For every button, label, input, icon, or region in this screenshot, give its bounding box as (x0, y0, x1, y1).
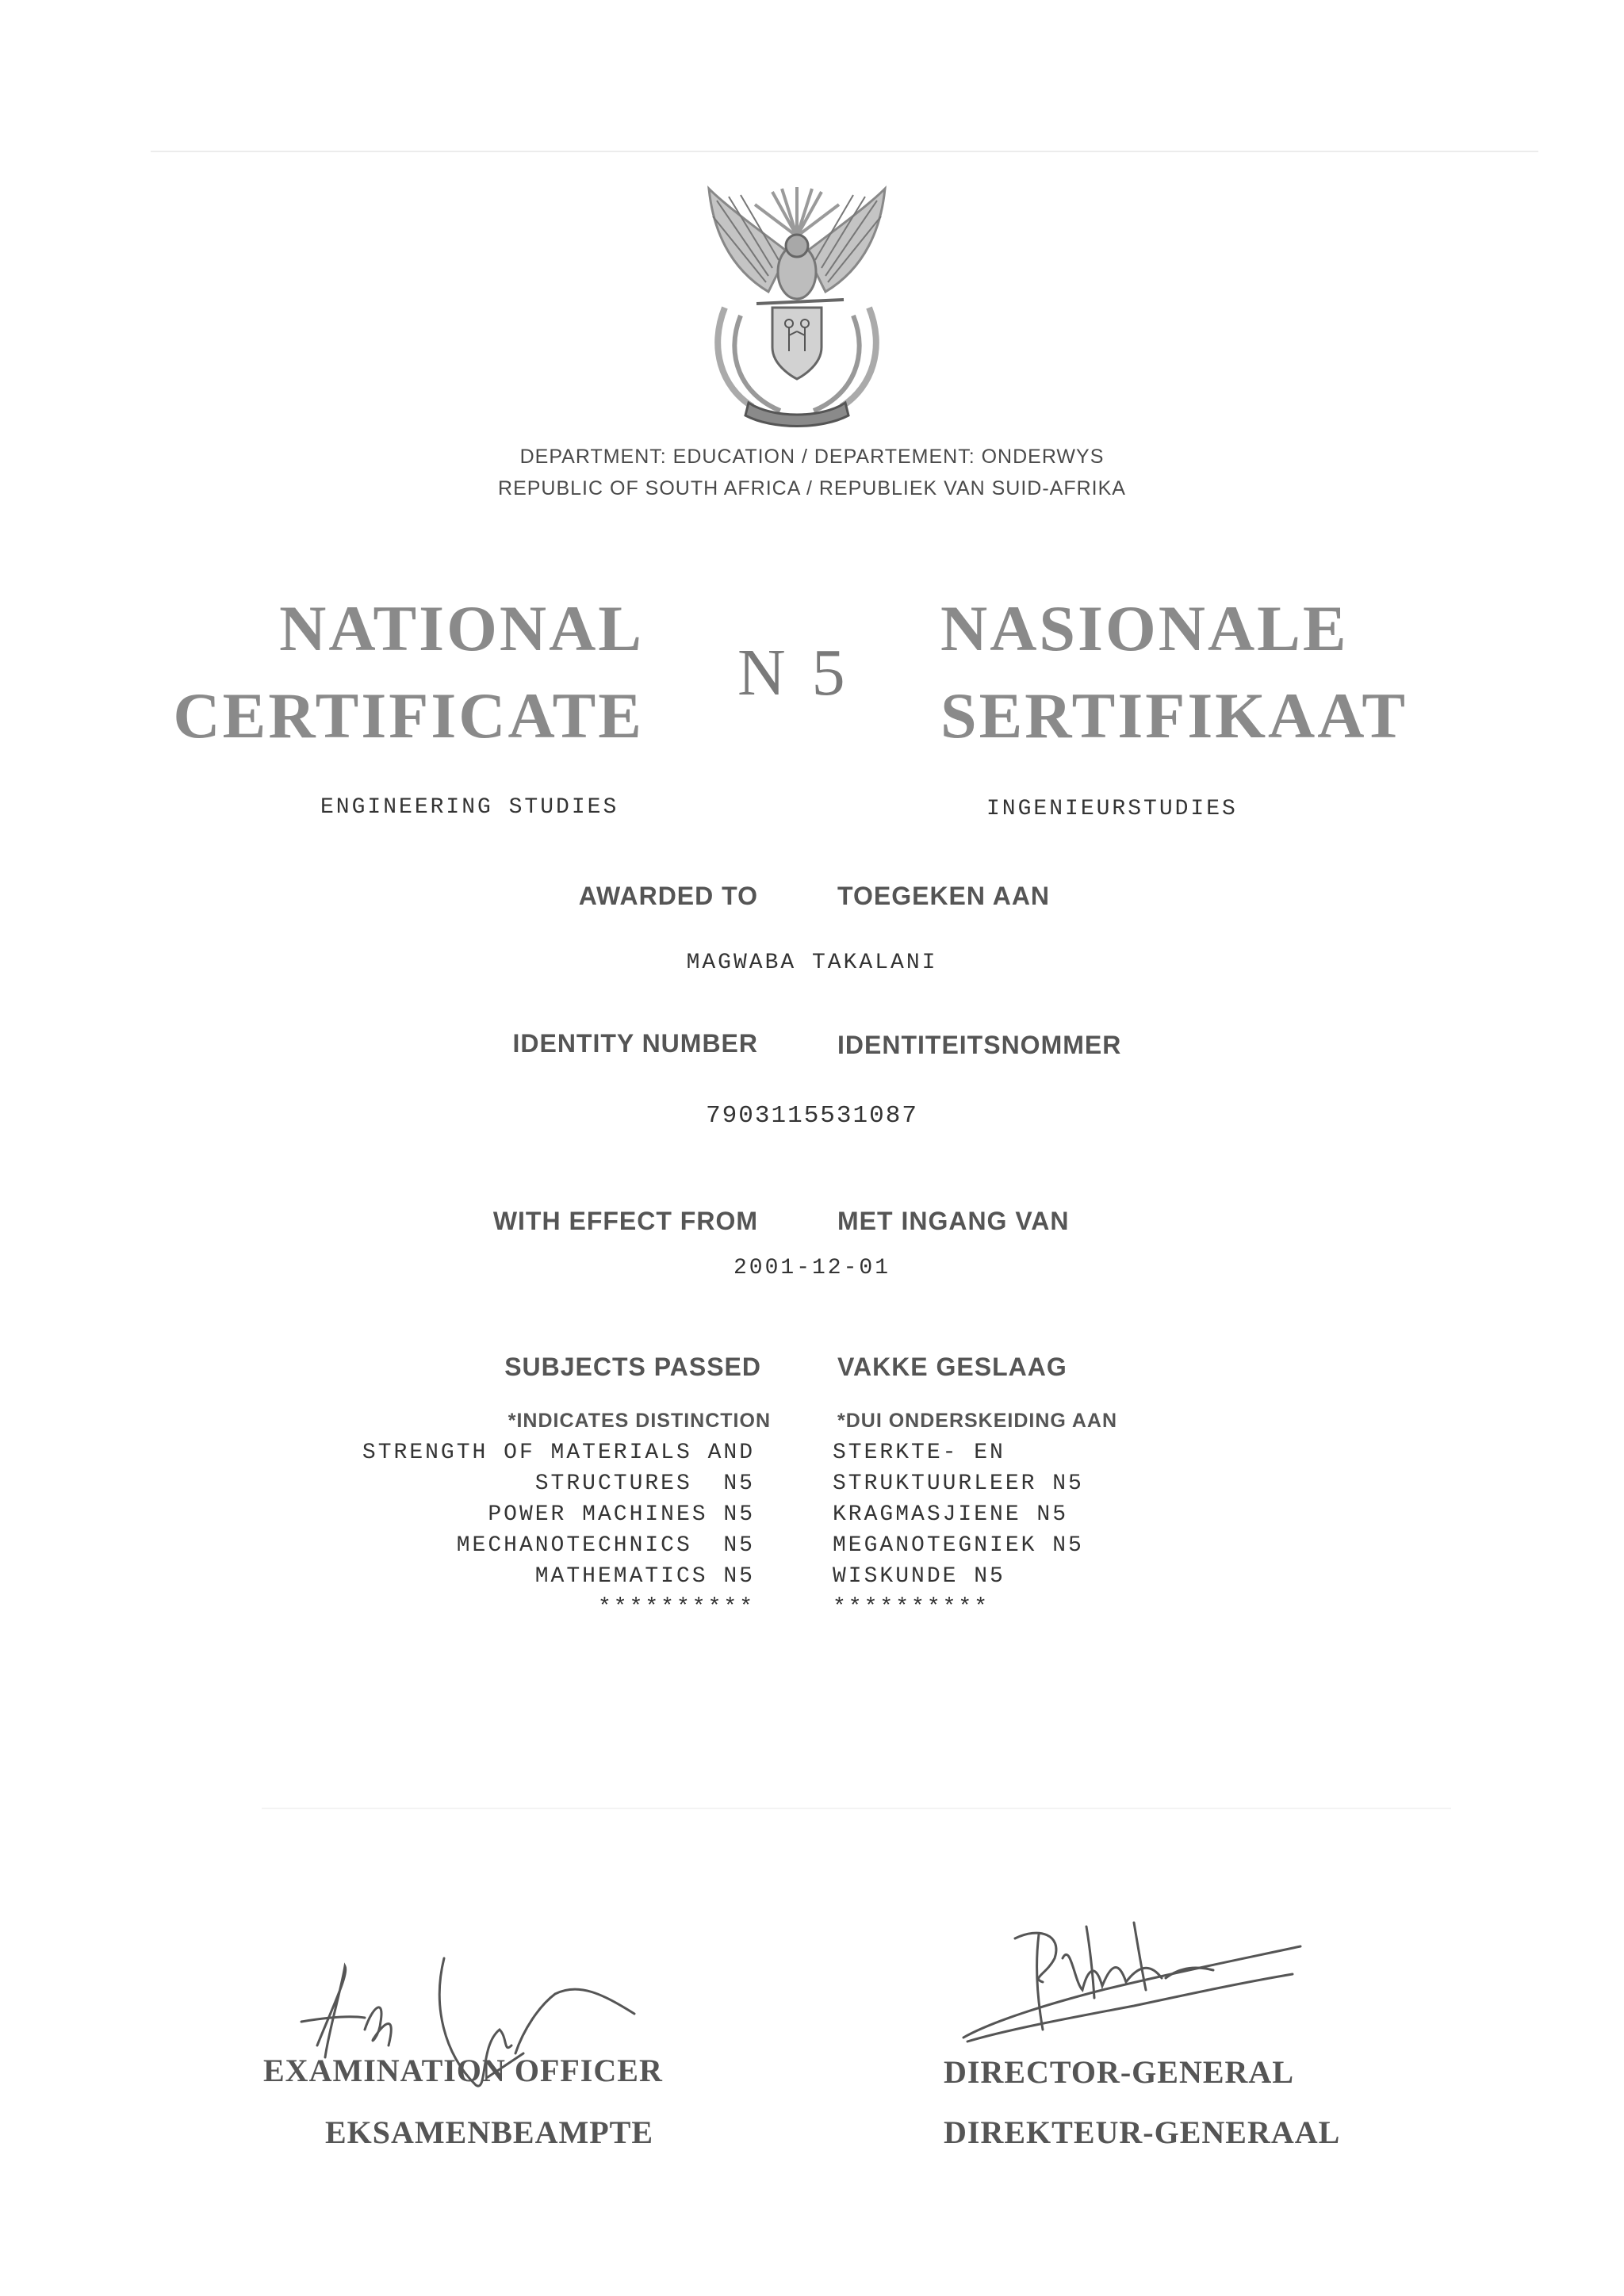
field-en: ENGINEERING STUDIES (320, 795, 619, 820)
director-general-signature (944, 1911, 1316, 2061)
distinction-note-af: *DUI ONDERSKEIDING AAN (837, 1410, 1118, 1432)
subject-af-terminator: ********** (833, 1595, 990, 1620)
subject-en: STRUCTURES N5 (534, 1471, 755, 1496)
title-en-line2: CERTIFICATE (173, 679, 644, 752)
subject-en: POWER MACHINES N5 (488, 1502, 755, 1527)
republic-line: REPUBLIC OF SOUTH AFRICA / REPUBLIEK VAN SUID-AFRIKA (498, 477, 1126, 499)
subject-en: STRENGTH OF MATERIALS AND (362, 1441, 755, 1465)
title-en-line1: NATIONAL (279, 592, 644, 664)
identity-label-en: IDENTITY NUMBER (512, 1029, 758, 1058)
title-af-line2: SERTIFIKAAT (940, 679, 1408, 752)
department-line: DEPARTMENT: EDUCATION / DEPARTEMENT: ONDERWYS (519, 446, 1105, 468)
director-general-title: DIRECTOR-GENERAL (944, 2054, 1294, 2090)
identity-number: 7903115531087 (706, 1102, 918, 1130)
effect-label-en: WITH EFFECT FROM (492, 1207, 758, 1235)
subject-af: MEGANOTEGNIEK N5 (833, 1533, 1084, 1558)
scan-line (151, 151, 1538, 152)
effect-date: 2001-12-01 (733, 1256, 891, 1280)
awarded-label-af: TOEGEKEN AAN (837, 882, 1051, 910)
subjects-label-af: VAKKE GESLAAG (837, 1353, 1067, 1381)
awarded-label-en: AWARDED TO (578, 882, 758, 910)
subject-af: STERKTE- EN (833, 1441, 1005, 1465)
director-general-title-af: DIREKTEUR-GENERAAL (944, 2114, 1341, 2150)
subject-en: MECHANOTECHNICS N5 (456, 1533, 755, 1558)
certificate-level: N 5 (737, 636, 850, 710)
subject-en-terminator: ********** (597, 1595, 755, 1620)
examination-officer-title-af: EKSAMENBEAMPTE (325, 2114, 654, 2150)
effect-label-af: MET INGANG VAN (837, 1207, 1070, 1235)
subjects-list-en (317, 1441, 755, 1626)
subject-af: WISKUNDE N5 (833, 1564, 1005, 1589)
subjects-label-en: SUBJECTS PASSED (504, 1353, 761, 1381)
subject-en: MATHEMATICS N5 (534, 1564, 755, 1589)
examination-officer-title: EXAMINATION OFFICER (263, 2053, 663, 2088)
subject-af: KRAGMASJIENE N5 (833, 1502, 1069, 1527)
subject-af: STRUKTUURLEER N5 (833, 1471, 1084, 1496)
coat-of-arms-emblem (693, 181, 901, 430)
recipient-name: MAGWABA TAKALANI (686, 951, 938, 975)
title-af-line1: NASIONALE (940, 592, 1349, 664)
distinction-note-en: *INDICATES DISTINCTION (508, 1410, 771, 1432)
identity-label-af: IDENTITEITSNOMMER (837, 1031, 1122, 1059)
field-af: INGENIEURSTUDIES (986, 797, 1238, 821)
scan-line (262, 1808, 1451, 1809)
subjects-list-af (833, 1441, 1308, 1626)
